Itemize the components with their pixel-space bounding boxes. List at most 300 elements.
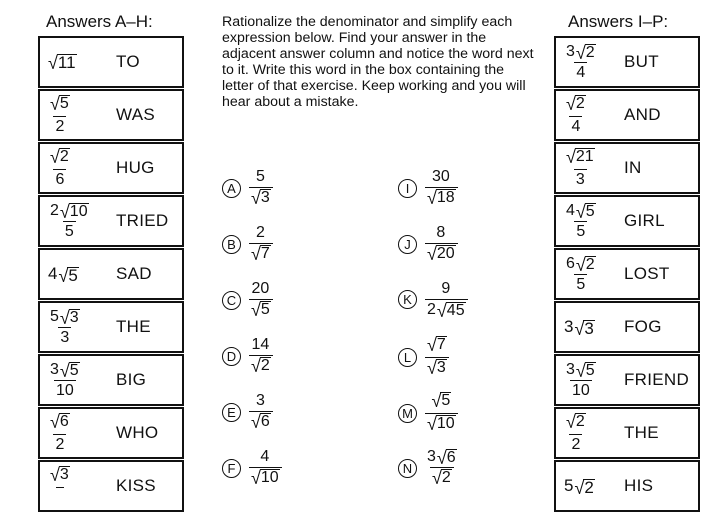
radical-sign-icon: √ [48,52,58,73]
exercise-denominator [425,413,458,435]
exercise-term [256,392,266,410]
radical-sign-icon: √ [427,358,437,378]
exercise-fraction [249,448,282,489]
exercise-term [427,301,466,319]
exercise-denominator [425,243,458,265]
exercise-coefficient: 30 [431,168,450,185]
answer-box [38,248,184,300]
answer-radicand: 21 [575,147,594,165]
exercise-term [251,189,271,206]
answer-denominator-value: 3 [575,170,585,188]
exercise-letter-circle: A [222,179,241,198]
exercise-term [432,168,451,186]
exercise-term [436,224,446,242]
exercise-term [251,469,280,486]
radical-sign-icon: √ [566,146,576,167]
exercise-coefficient: 2 [255,224,265,241]
answer-word: FOG [624,317,662,336]
answer-word: HIS [624,476,654,495]
answer-expression [564,409,588,457]
answer-box [38,354,184,406]
answer-numerator [48,308,82,327]
answer-radicand: 2 [584,478,594,497]
answer-box [38,36,184,88]
answer-term [566,361,596,379]
answer-fraction [564,43,598,82]
exercise-fraction [425,448,459,489]
exercise-coefficient: 14 [251,336,270,353]
answer-fraction [48,95,72,136]
radical-sign-icon: √ [436,448,447,468]
answer-numerator [48,148,72,169]
answer-fraction [564,202,598,241]
answer-word: AND [624,105,661,124]
answer-expression [48,38,77,86]
answer-word: WHO [116,423,159,442]
answer-fraction [48,308,82,347]
answer-numerator [48,95,72,116]
answer-denominator-value: 5 [64,222,74,240]
answer-box [554,36,700,88]
answer-term [566,43,596,61]
radical-sign-icon: √ [566,411,576,432]
answer-expression [564,38,598,86]
radical-sign-icon: √ [251,300,261,320]
answers-i-p-title: Answers I–P: [568,12,669,31]
exercise-term [260,448,270,466]
exercise-radicand: 18 [436,189,455,206]
answer-word: FRIEND [624,370,690,389]
answer-word: LOST [624,264,670,283]
answer-numerator [564,361,598,380]
exercise-term [432,469,452,486]
answer-expression [48,91,72,139]
answer-denominator-value: 3 [60,328,70,346]
exercise-j [398,224,458,265]
exercise-letter-circle: I [398,179,417,198]
answer-term [50,413,70,430]
answer-fraction [48,148,72,189]
answer-box [554,195,700,247]
exercise-letter-circle: B [222,235,241,254]
exercise-fraction [425,224,458,265]
answer-denominator [53,434,66,454]
exercise-denominator [249,355,273,377]
radical-sign-icon: √ [50,464,60,485]
exercise-numerator [254,224,268,243]
exercise-term [252,336,271,354]
radical-sign-icon: √ [574,319,585,339]
answer-box [554,407,700,459]
answer-expression [48,197,91,245]
instructions-text: Rationalize the denominator and simplify each expression below. Find your answer in the adjacent answer column and notice the word next to it. Write this word in the box containing the letter of that exercise. Keep working and you will hear about a mistake. [222,14,534,110]
exercise-numerator [254,392,268,411]
exercise-term [427,359,447,376]
answer-coefficient: 3 [566,360,575,378]
answer-box [38,142,184,194]
answer-box [554,460,700,512]
answer-expression [48,250,79,298]
answer-radicand: 6 [59,412,69,430]
answer-column-i-p [554,36,700,513]
exercise-fraction [249,336,273,377]
exercise-radicand: 6 [446,449,456,466]
exercise-term [251,357,271,374]
answer-denominator-value: 5 [576,222,586,240]
exercise-numerator [425,336,449,357]
answer-box [554,89,700,141]
answer-denominator [58,327,71,347]
answer-term [50,148,70,165]
radical-sign-icon: √ [59,360,70,381]
answer-radicand: 5 [585,361,595,379]
answer-numerator [48,466,72,487]
answer-coefficient: 3 [566,42,575,60]
exercise-i [398,168,458,209]
exercise-radicand: 10 [436,415,455,432]
exercise-fraction [249,392,273,433]
exercise-term [256,224,266,242]
exercise-numerator [425,448,459,467]
exercise-denominator [249,187,273,209]
exercise-letter-circle: E [222,403,241,422]
answer-radicand: 2 [575,412,585,430]
exercise-coefficient: 3 [427,448,436,465]
exercise-radicand: 5 [260,301,270,318]
answer-term [48,54,77,71]
exercise-letter-circle: N [398,459,417,478]
answer-radicand: 3 [584,319,594,338]
answer-denominator-value: 2 [55,117,65,135]
exercise-radicand: 3 [260,189,270,206]
radical-sign-icon: √ [431,468,442,488]
exercise-letter-circle: F [222,459,241,478]
answer-radicand: 2 [585,43,595,61]
answer-expression [48,356,82,404]
answer-denominator [574,274,587,294]
answer-coefficient: 5 [564,476,574,495]
answer-coefficient: 3 [564,317,574,336]
exercise-letter-circle: D [222,347,241,366]
answer-box [554,354,700,406]
exercise-radicand: 3 [436,359,446,376]
answer-denominator-value [58,489,62,506]
answer-fraction [564,255,598,294]
exercise-fraction [249,168,273,209]
answer-fraction [48,361,82,400]
answer-radicand: 2 [585,255,595,273]
answer-column-a-h [38,36,184,513]
exercise-term [441,280,451,298]
exercise-a [222,168,273,209]
answer-fraction [48,466,72,507]
exercise-term [427,336,447,353]
exercise-n [398,448,459,489]
exercise-radicand: 2 [441,469,451,486]
answer-numerator [48,361,82,380]
answer-term [566,202,596,220]
answer-denominator [56,487,64,507]
answer-term [566,255,596,273]
answer-denominator-value: 4 [576,63,586,81]
exercise-coefficient: 8 [436,224,446,241]
answer-term [50,466,70,483]
answer-numerator [564,255,598,274]
radical-sign-icon: √ [50,411,60,432]
answer-word: BIG [116,370,147,389]
exercise-numerator [434,224,448,243]
answer-fraction [48,413,72,454]
exercise-coefficient: 4 [260,448,270,465]
answer-denominator-value: 6 [55,170,65,188]
answer-fraction [564,361,598,400]
radical-sign-icon: √ [251,468,261,488]
answer-term [564,317,595,337]
exercise-numerator [430,168,453,187]
exercise-denominator [425,299,468,319]
answer-denominator-value: 4 [571,117,581,135]
answer-denominator [53,116,66,136]
answer-fraction [564,148,597,189]
answer-expression [48,409,72,457]
answer-word: THE [116,317,151,336]
exercise-denominator [249,467,282,489]
answer-expression [48,462,72,510]
exercise-radicand: 45 [446,302,465,319]
answer-box [554,142,700,194]
exercise-letter-circle: L [398,348,417,367]
exercise-term [251,301,271,318]
radical-sign-icon: √ [574,478,585,498]
answer-box [38,460,184,512]
answer-denominator-value: 2 [55,435,65,453]
answer-word: TRIED [116,211,169,230]
exercise-denominator [430,467,454,489]
answer-word: SAD [116,264,152,283]
exercise-denominator [425,357,449,379]
answer-fraction [564,413,588,454]
radical-sign-icon: √ [427,244,437,264]
exercise-l [398,336,449,379]
answer-denominator [54,380,76,400]
answer-box [38,407,184,459]
answer-radicand: 5 [585,202,595,220]
answer-expression [48,144,72,192]
exercise-radicand: 7 [260,245,270,262]
answer-numerator [564,202,598,221]
answer-radicand: 2 [59,147,69,165]
answer-expression [564,356,598,404]
answer-radicand: 5 [68,266,78,285]
answer-term [50,361,80,379]
radical-sign-icon: √ [50,93,60,114]
exercise-e [222,392,273,433]
answer-denominator [570,380,592,400]
answer-expression [564,197,598,245]
exercise-c [222,280,273,321]
answer-denominator [569,434,582,454]
answer-coefficient: 6 [566,254,575,272]
exercise-b [222,224,273,265]
radical-sign-icon: √ [251,188,261,208]
radical-sign-icon: √ [59,307,70,328]
answer-expression [48,303,82,351]
answer-word: KISS [116,476,156,495]
answer-word: BUT [624,52,659,71]
exercise-term [431,392,451,409]
answer-term [566,95,586,112]
radical-sign-icon: √ [58,266,69,286]
answer-denominator [53,169,66,189]
exercise-term [251,413,271,430]
exercise-fraction [249,280,273,321]
exercise-coefficient: 20 [251,280,270,297]
answer-denominator-value: 2 [571,435,581,453]
answer-box [38,89,184,141]
answer-word: HUG [116,158,155,177]
exercise-radicand: 6 [260,413,270,430]
answer-term [566,148,595,165]
answer-term [48,264,79,284]
exercise-coefficient: 9 [441,280,451,297]
radical-sign-icon: √ [431,391,442,411]
exercise-f [222,448,282,489]
exercise-numerator [250,280,273,299]
exercise-m [398,392,458,435]
exercise-numerator [254,168,268,187]
exercise-coefficient: 5 [255,168,265,185]
answer-word: THE [624,423,659,442]
answer-fraction [564,95,588,136]
exercise-k [398,280,468,319]
radical-sign-icon: √ [575,42,586,63]
exercise-term [427,189,456,206]
answer-radicand: 3 [59,465,69,483]
answer-expression [564,91,588,139]
exercise-term [256,168,266,186]
exercise-letter-circle: K [398,290,417,309]
answer-word: TO [116,52,140,71]
exercise-fraction [425,336,449,379]
exercise-radicand: 10 [260,469,279,486]
answer-term [50,202,89,220]
answer-denominator [569,116,582,136]
answer-fraction [48,202,91,241]
radical-sign-icon: √ [436,301,447,321]
exercise-denominator [249,411,273,433]
exercise-term [427,448,457,466]
answer-radicand: 3 [69,308,79,326]
radical-sign-icon: √ [427,335,437,355]
answer-box [38,195,184,247]
answer-radicand: 11 [57,52,76,72]
answer-numerator [48,413,72,434]
exercise-letter-circle: C [222,291,241,310]
answer-term [50,308,80,326]
answer-expression [564,303,595,351]
exercise-radicand: 2 [260,357,270,374]
answers-a-h-title: Answers A–H: [46,12,153,31]
exercise-fraction [425,392,458,435]
answer-box [554,301,700,353]
radical-sign-icon: √ [251,244,261,264]
answer-term [564,476,595,496]
exercise-radicand: 7 [436,336,446,353]
answer-box [554,248,700,300]
exercise-letter-circle: M [398,404,417,423]
answer-expression [564,250,598,298]
radical-sign-icon: √ [566,93,576,114]
exercise-d [222,336,273,377]
answer-denominator [574,221,587,241]
radical-sign-icon: √ [575,201,586,222]
exercise-radicand: 5 [441,392,451,409]
radical-sign-icon: √ [251,356,261,376]
answer-coefficient: 4 [48,264,58,283]
answer-radicand: 5 [59,94,69,112]
answer-radicand: 5 [69,361,79,379]
exercise-denominator [425,187,458,209]
exercise-coefficient: 2 [427,301,436,318]
exercise-fraction [425,280,468,319]
radical-sign-icon: √ [427,414,437,434]
radical-sign-icon: √ [50,146,60,167]
answer-term [50,95,70,112]
exercise-numerator [429,392,453,413]
answer-coefficient: 4 [566,201,575,219]
answer-denominator-value: 10 [571,381,590,399]
answer-denominator [574,62,587,82]
radical-sign-icon: √ [575,360,586,381]
exercise-term [427,245,456,262]
exercise-numerator [250,336,273,355]
answer-word: IN [624,158,642,177]
exercise-term [427,415,456,432]
answer-coefficient: 2 [50,201,59,219]
exercise-radicand: 20 [436,245,455,262]
radical-sign-icon: √ [251,412,261,432]
radical-sign-icon: √ [575,254,586,275]
answer-denominator [574,169,587,189]
answer-numerator [564,148,597,169]
answer-numerator [564,43,598,62]
answer-coefficient: 5 [50,307,59,325]
answer-denominator [63,221,76,241]
answer-denominator-value: 10 [55,381,74,399]
exercise-numerator [258,448,272,467]
radical-sign-icon: √ [59,201,70,222]
answer-denominator-value: 5 [576,275,586,293]
exercise-denominator [249,299,273,321]
exercise-fraction [425,168,458,209]
answer-numerator [564,413,588,434]
answer-word: GIRL [624,211,665,230]
answer-numerator [48,202,91,221]
exercise-coefficient: 3 [255,392,265,409]
answer-box [38,301,184,353]
exercise-term [251,245,271,262]
answer-radicand: 10 [69,202,88,220]
exercise-fraction [249,224,273,265]
answer-coefficient: 3 [50,360,59,378]
answer-term [566,413,586,430]
answer-word: WAS [116,105,155,124]
answer-expression [564,462,595,510]
answer-radicand: 2 [575,94,585,112]
exercise-term [252,280,271,298]
radical-sign-icon: √ [427,188,437,208]
exercise-denominator [249,243,273,265]
